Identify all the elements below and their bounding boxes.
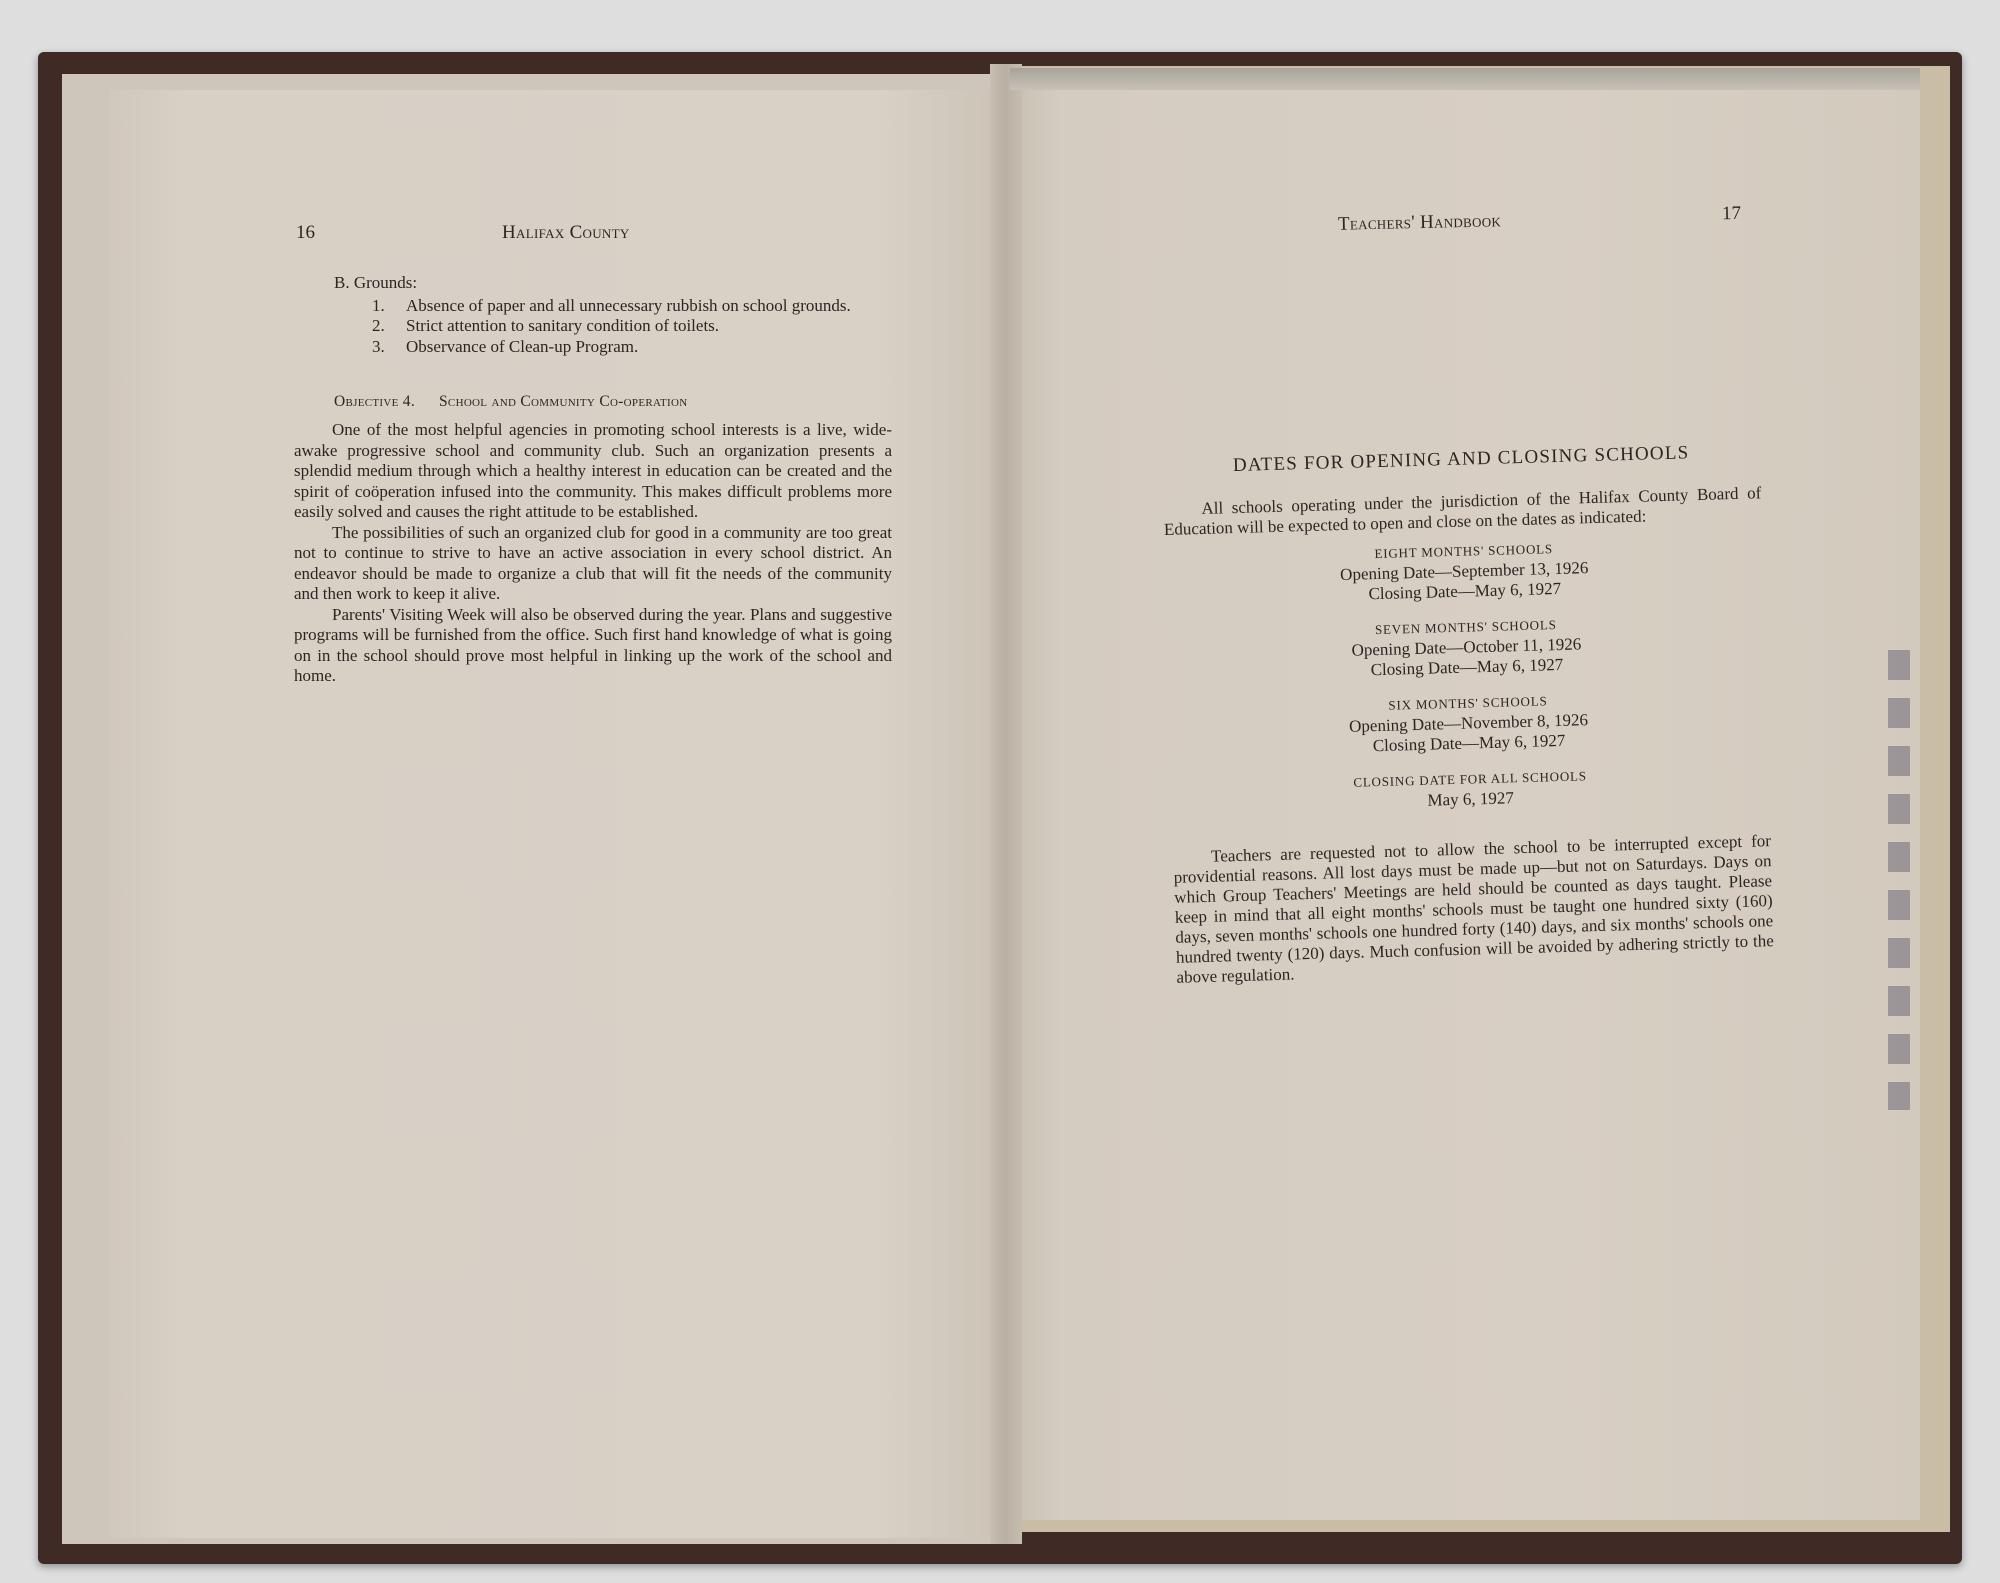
- list-item-text: Absence of paper and all unnecessary rubbish on school grounds.: [406, 295, 851, 315]
- list-item-number: 2.: [372, 316, 385, 335]
- page-top-edge: [1010, 68, 1920, 90]
- paragraph: The possibilities of such an organized club for good in a community are too great not to continue to strive to have an active association in every school district. An endeavor should be made to organize a club that will fit the needs of the community and then work to keep it alive.: [294, 522, 892, 603]
- objective-body: [294, 420, 892, 687]
- closing-date: Closing Date—May 6, 1927: [1368, 578, 1562, 604]
- schedule-eight-months: [1165, 533, 1764, 610]
- grounds-list: [334, 296, 894, 358]
- list-item: [372, 316, 894, 337]
- paragraph: Parents' Visiting Week will also be observed during the year. Plans and suggestive programs will be furnished from the office. Such first hand knowledge of what is going on in the school should prove most helpful in linking up the work of the school and home.: [294, 604, 892, 685]
- list-item: [372, 296, 894, 317]
- schedule-six-months: [1169, 685, 1768, 762]
- closing-date: May 6, 1927: [1427, 788, 1515, 810]
- grounds-section: [334, 273, 894, 357]
- left-running-head: Halifax County: [502, 222, 630, 243]
- list-item-number: 1.: [372, 295, 385, 315]
- list-item: [372, 337, 894, 358]
- grounds-heading: B. Grounds:: [334, 273, 418, 292]
- dates-title: DATES FOR OPENING AND CLOSING SCHOOLS: [1232, 442, 1690, 477]
- objective-heading: [334, 392, 934, 413]
- schedule-kind: EIGHT MONTHS' SCHOOLS: [1374, 541, 1554, 562]
- schedule-list: [1165, 533, 1770, 818]
- library-stamp-show-through: [1888, 650, 1910, 1110]
- dates-intro: All schools operating under the jurisdiction of the Halifax County Board of Education will be expected to open and close on the dates as indicated:: [1163, 483, 1762, 539]
- list-item-text: Observance of Clean-up Program.: [406, 336, 639, 356]
- list-item-text: Strict attention to sanitary condition of toilets.: [406, 316, 720, 335]
- opening-date: Opening Date—October 11, 1926: [1351, 634, 1582, 660]
- opening-date: Opening Date—November 8, 1926: [1348, 710, 1589, 736]
- book-gutter: [990, 64, 1022, 1544]
- left-page-number: 16: [296, 222, 315, 243]
- schedule-kind: SIX MONTHS' SCHOOLS: [1388, 693, 1548, 713]
- paragraph: One of the most helpful agencies in promoting school interests is a live, wide-awake progressive school and community club. Such an organization presents a splendid medium through which a healthy interest in education can be created and the spirit of coöperation infused into the community. This makes difficult problems more easily solved and causes the right attitude to be established.: [294, 420, 892, 521]
- schedule-seven-months: [1167, 609, 1766, 686]
- closing-date: Closing Date—May 6, 1927: [1370, 654, 1564, 680]
- closing-date: Closing Date—May 6, 1927: [1372, 730, 1566, 756]
- schedule-kind: SEVEN MONTHS' SCHOOLS: [1374, 617, 1557, 638]
- opening-date: Opening Date—September 13, 1926: [1339, 558, 1589, 585]
- right-running-head: Teachers' Handbook: [1337, 210, 1502, 235]
- objective-title: School and Community Co-operation: [439, 393, 688, 410]
- right-page-number: 17: [1721, 202, 1742, 225]
- schedule-all-schools: [1171, 761, 1770, 818]
- dates-section: [1162, 441, 1775, 987]
- regulation-paragraph: Teachers are requested not to allow the school to be interrupted except for providential reasons. All lost days must be made up—but not on Saturdays. Days on which Group Teachers' Meetings are held should be counted as days taught. Please keep in mind that all eight months' schools must be taught one hundred sixty (160) days, seven months' schools one hundred forty (140) days, and six months' schools one hundred twenty (120) days. Much confusion will be avoided by adhering strictly to the above regulation.: [1173, 831, 1774, 987]
- schedule-kind: CLOSING DATE FOR ALL SCHOOLS: [1353, 768, 1588, 790]
- objective-label: Objective 4.: [334, 393, 416, 410]
- list-item-number: 3.: [372, 336, 385, 356]
